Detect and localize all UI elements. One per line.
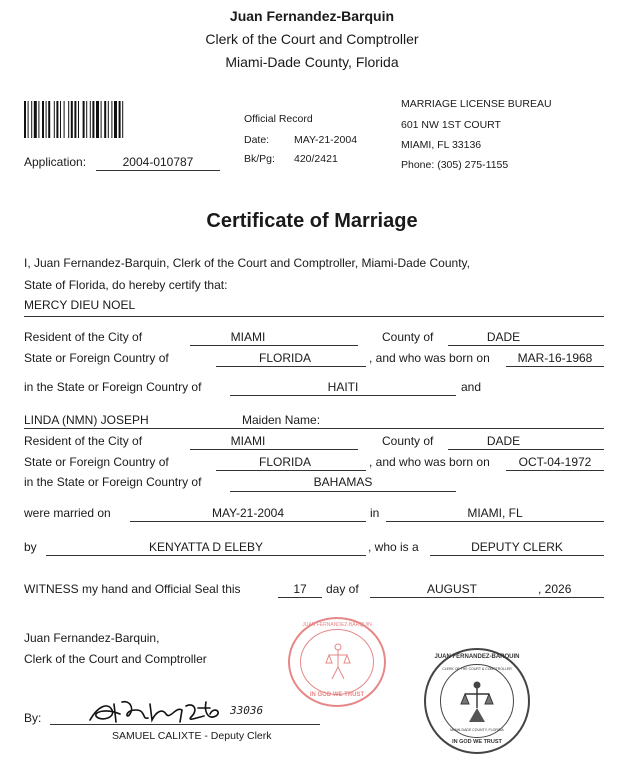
office-heading: Clerk of the Court and Comptroller (205, 31, 419, 47)
party1-born: MAR-16-1968 (517, 351, 593, 365)
intro-line-2: State of Florida, do hereby certify that: (24, 278, 228, 292)
signature-clerk-name: Juan Fernandez-Barquin, (24, 631, 160, 645)
party2-name-underline (24, 428, 604, 429)
officiant-underline (46, 555, 366, 556)
bureau-city: MIAMI, FL 33136 (401, 139, 482, 151)
party2-state-label: State or Foreign Country of (24, 455, 169, 469)
officiant-title: DEPUTY CLERK (471, 540, 563, 554)
official-seal-justice-scales-icon (459, 678, 495, 724)
party1-birth-label: in the State or Foreign Country of (24, 380, 202, 394)
signature-by-label: By: (24, 711, 42, 725)
official-county-seal (424, 648, 530, 754)
red-embossed-seal (288, 617, 386, 707)
party1-city-label: Resident of the City of (24, 330, 143, 344)
bkpg-value: 420/2421 (294, 153, 338, 165)
party2-county: DADE (486, 434, 521, 448)
party2-city-label: Resident of the City of (24, 434, 143, 448)
application-number: 2004-010787 (122, 155, 194, 169)
witness-day-underline (278, 597, 322, 598)
officiant-title-underline (430, 555, 604, 556)
party1-name-underline (24, 316, 604, 317)
certificate-title: Certificate of Marriage (206, 210, 418, 232)
marriage-date-underline (130, 521, 366, 522)
official-seal-top-text: JUAN FERNANDEZ-BARQUIN (434, 654, 520, 660)
bureau-street: 601 NW 1ST COURT (401, 119, 501, 131)
bureau-name: MARRIAGE LICENSE BUREAU (401, 98, 552, 110)
red-seal-bottom-text: IN GOD WE TRUST (309, 692, 365, 698)
deputy-clerk-name: SAMUEL CALIXTE - Deputy Clerk (112, 730, 272, 742)
party1-born-underline (506, 366, 604, 367)
party2-birth-place: BAHAMAS (313, 475, 373, 489)
bureau-phone: Phone: (305) 275-1155 (401, 159, 509, 171)
official-record-label: Official Record (244, 113, 313, 125)
signature-clerk-office: Clerk of the Court and Comptroller (24, 652, 207, 666)
party2-name: LINDA (NMN) JOSEPH (24, 413, 149, 427)
party1-city: MIAMI (230, 330, 266, 344)
party2-county-label: County of (382, 434, 434, 448)
red-seal-top-text: JUAN FERNANDEZ-BARQUIN (302, 622, 372, 628)
party2-born-underline (506, 470, 604, 471)
party2-county-underline (448, 449, 604, 450)
party1-name: MERCY DIEU NOEL (24, 298, 136, 312)
party1-city-underline (190, 345, 358, 346)
party2-born: OCT-04-1972 (518, 455, 592, 469)
party2-birth-underline (230, 491, 456, 492)
and-label: and (461, 380, 482, 394)
signature-number: 33036 (230, 704, 264, 717)
official-seal-bottom-text: IN GOD WE TRUST (452, 739, 502, 745)
party2-state-underline (216, 470, 366, 471)
witness-label: WITNESS my hand and Official Seal this (24, 582, 241, 596)
married-on-label: were married on (24, 506, 111, 520)
witness-month: AUGUST (426, 582, 477, 596)
marriage-date: MAY-21-2004 (211, 506, 285, 520)
intro-line-1: I, Juan Fernandez-Barquin, Clerk of the Court and Comptroller, Miami-Dade County, (24, 256, 470, 270)
officiant-name: KENYATTA D ELEBY (148, 540, 264, 554)
party1-birth-place: HAITI (327, 380, 359, 394)
application-underline (96, 170, 220, 171)
maiden-name-label: Maiden Name: (242, 413, 321, 427)
party1-birth-underline (230, 395, 456, 396)
county-heading: Miami-Dade County, Florida (225, 54, 399, 70)
witness-year: , 2026 (538, 582, 572, 596)
official-seal-lower-text: MIAMI-DADE COUNTY, FLORIDA (450, 728, 504, 732)
official-seal-middle-text: CLERK OF THE COURT & COMPTROLLER (442, 667, 512, 671)
party1-county: DADE (486, 330, 521, 344)
party2-state: FLORIDA (258, 455, 311, 469)
day-of-label: day of (326, 582, 359, 596)
party1-born-label: , and who was born on (369, 351, 490, 365)
party1-state-label: State or Foreign Country of (24, 351, 169, 365)
clerk-name-heading: Juan Fernandez-Barquin (229, 8, 395, 24)
witness-day: 17 (293, 582, 307, 596)
barcode (24, 101, 170, 138)
marriage-place-underline (386, 521, 604, 522)
in-label: in (370, 506, 380, 520)
bkpg-label: Bk/Pg: (244, 153, 275, 165)
who-is-label: , who is a (368, 540, 419, 554)
party2-birth-label: in the State or Foreign Country of (24, 475, 202, 489)
party2-city: MIAMI (230, 434, 266, 448)
party1-county-underline (448, 345, 604, 346)
marriage-place: MIAMI, FL (467, 506, 523, 520)
record-date-label: Date: (244, 134, 270, 146)
party1-state: FLORIDA (258, 351, 311, 365)
party1-state-underline (216, 366, 366, 367)
witness-month-underline (370, 597, 604, 598)
record-date: MAY-21-2004 (294, 134, 358, 146)
party2-born-label: , and who was born on (369, 455, 490, 469)
application-label: Application: (24, 155, 87, 169)
by-label: by (24, 540, 37, 554)
red-seal-justice-figure-icon (323, 641, 353, 681)
party1-county-label: County of (382, 330, 434, 344)
party2-city-underline (190, 449, 358, 450)
